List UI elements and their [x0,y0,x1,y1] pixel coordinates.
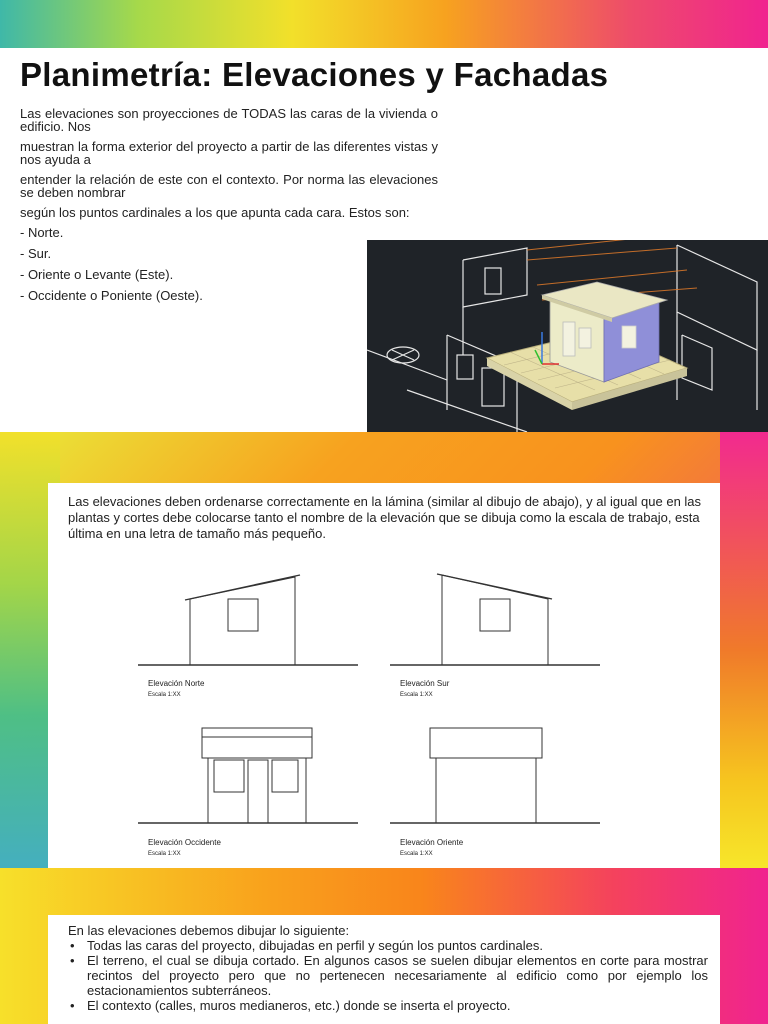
slide-2 [48,483,720,868]
cardinal-item-north: - Norte. [20,225,64,240]
ordering-text: Las elevaciones deben ordenarse correctamente en la lámina (similar al dibujo de abajo), y al igual que en las plantas y cortes debe colocarse tanto el nombre de la elevación que se dibuja como la escala de trabajo, esta última en una letra de tamaño más pequeño. [68,494,702,541]
list-item: • El terreno, el cual se dibuja cortado. En algunos casos se suelen dibujar elementos en corte para mostrar recintos del proyecto pero que no pertenecen necesariamente al edificio como por ejemplo los estacionamientos subterráneos. [68,953,708,998]
elevation-sur-scale: Escala 1:XX [400,692,433,698]
elevation-occidente-label: Elevación Occidente [148,838,221,847]
intro-paragraph: muestran la forma exterior del proyecto a partir de las diferentes vistas y nos ayuda a [20,139,438,167]
cardinal-item-east: - Oriente o Levante (Este). [20,267,174,282]
cardinal-item-west: - Occidente o Poniente (Oeste). [20,288,203,303]
requirements-text [68,923,708,1013]
list-item: • El contexto (calles, muros medianeros, etc.) donde se inserta el proyecto. [68,998,708,1013]
requirements-list [68,938,708,1013]
elevation-oriente-label: Elevación Oriente [400,838,464,847]
elevation-sur-label: Elevación Sur [400,679,450,688]
requirements-intro: En las elevaciones debemos dibujar lo siguiente: [68,923,350,938]
cad-3d-house-drawing [367,240,768,432]
intro-paragraph: según los puntos cardinales a los que apunta cada cara. Estos son: [20,205,410,220]
elevation-norte-scale: Escala 1:XX [148,692,181,698]
elevation-occidente-scale: Escala 1:XX [148,851,181,857]
elevations-drawing [138,565,608,865]
intro-paragraph: entender la relación de este con el contexto. Por norma las elevaciones se deben nombrar [20,172,438,200]
top-gradient-band [0,0,768,48]
list-item: • Todas las caras del proyecto, dibujadas en perfil y según los puntos cardinales. [68,938,708,953]
cad-3d-model-image [367,240,768,432]
elevation-norte-label: Elevación Norte [148,679,205,688]
intro-paragraph: Las elevaciones son proyecciones de TODAS las caras de la vivienda o edificio. Nos [20,106,438,134]
elevation-oriente-scale: Escala 1:XX [400,851,433,857]
page-title: Planimetría: Elevaciones y Fachadas [20,56,609,93]
cardinal-item-south: - Sur. [20,246,52,261]
slide-3 [48,915,720,1024]
